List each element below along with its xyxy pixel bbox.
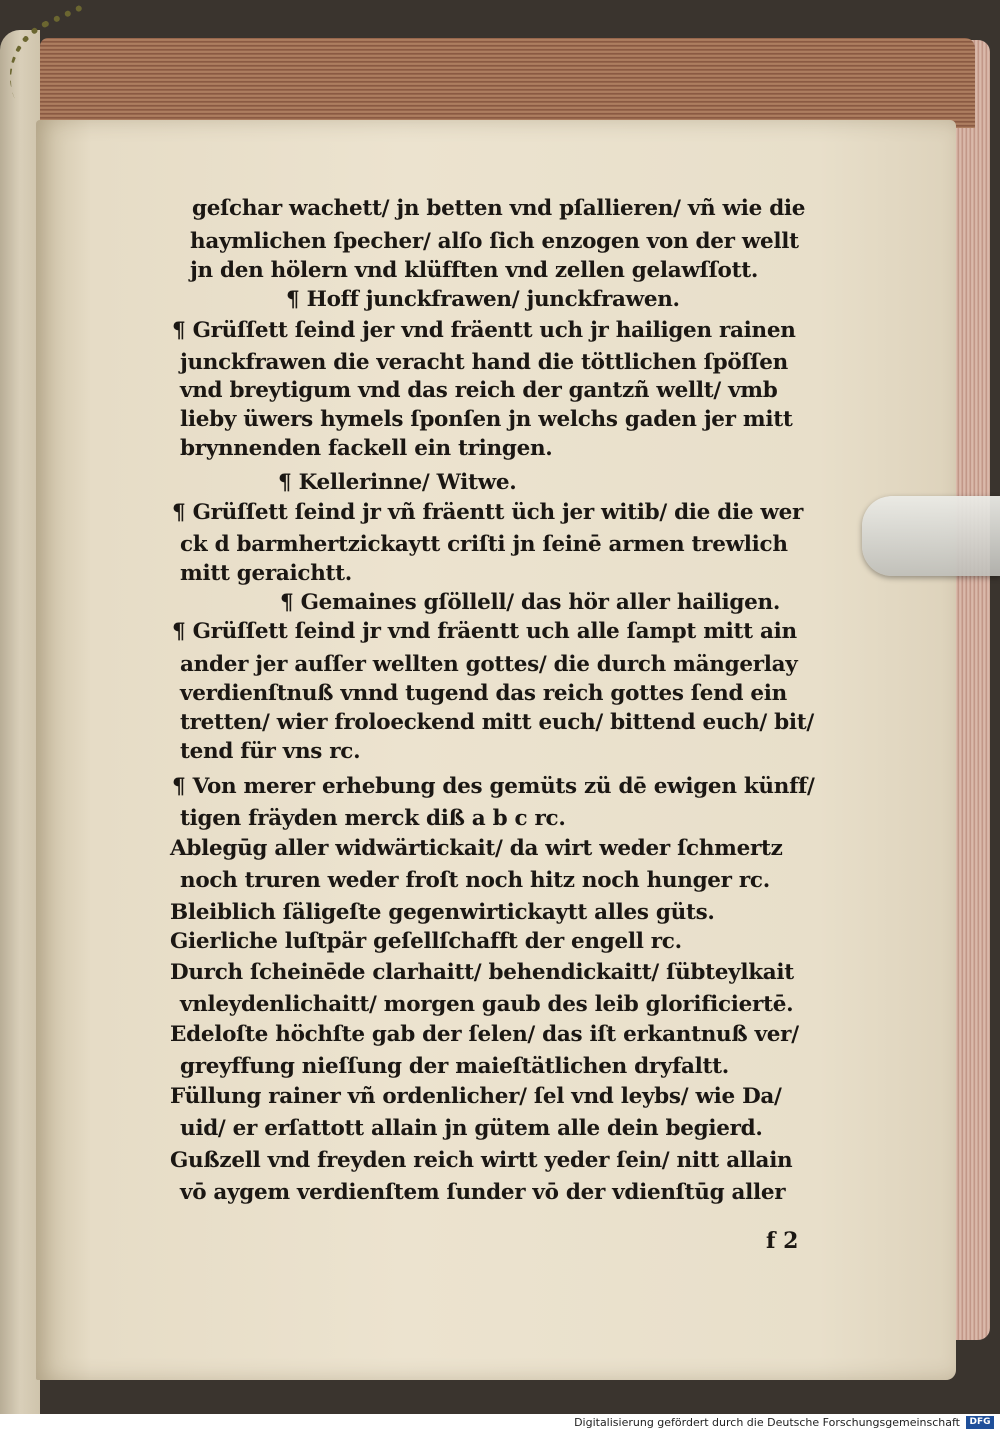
text-line: ander jer auſſer wellten gottes/ die durch mängerlay — [180, 652, 798, 677]
credit-text: Digitalisierung gefördert durch die Deutsche Forschungsgemeinschaft — [574, 1416, 960, 1429]
page-top-edge — [40, 38, 975, 128]
text-line: geſchar wachett/ jn betten vnd pſallieren/ vñ wie die — [192, 196, 806, 221]
page-fore-edge — [950, 40, 990, 1340]
text-line: Edeloſte höchſte gab der ſelen/ das iſt erkantnuß ver/ — [170, 1022, 799, 1047]
text-line: mitt geraichtt. — [180, 561, 352, 586]
text-line: ¶ Grüſſett ſeind jr vñ fräentt üch jer witib/ die die wer — [172, 500, 804, 525]
dfg-logo: DFG — [966, 1416, 994, 1429]
page-tab-marker — [862, 496, 1000, 576]
text-line: ¶ Hoff junckfrawen/ junckfrawen. — [286, 287, 680, 312]
text-line: greyffung nieſſung der maieſtätlichen dryfaltt. — [180, 1054, 729, 1079]
text-line: verdienſtnuß vnnd tugend das reich gottes ſend ein — [180, 681, 787, 706]
text-line: vō aygem verdienſtem ſunder vō der vdienſtūg aller — [180, 1180, 786, 1205]
text-line: haymlichen ſpecher/ alſo ſich enzogen von der wellt — [190, 229, 799, 254]
text-line: brynnenden fackell ein tringen. — [180, 436, 553, 461]
text-line: tend für vns rc. — [180, 739, 361, 764]
text-line: ¶ Von merer erhebung des gemüts zü dē ewigen künff/ — [172, 774, 815, 799]
text-line: Füllung rainer vñ ordenlicher/ ſel vnd leybs/ wie Da/ — [170, 1084, 782, 1109]
text-line: ¶ Gemaines gſöllell/ das hör aller hailigen. — [280, 590, 781, 615]
signature-mark: f 2 — [766, 1228, 799, 1254]
text-line: vnleydenlichaitt/ morgen gaub des leib glorificiertē. — [180, 992, 794, 1017]
text-line: Ablegūg aller widwärtickait/ da wirt weder ſchmertz — [170, 836, 783, 861]
text-line: Gierliche luſtpär geſellſchafft der engell rc. — [170, 929, 682, 954]
text-line: noch truren weder froſt noch hitz noch hunger rc. — [180, 868, 770, 893]
text-line: tigen fräyden merck diß a b c rc. — [180, 806, 566, 831]
text-line: uid/ er erſattott allain jn gütem alle dein begierd. — [180, 1116, 763, 1141]
text-line: junckfrawen die veracht hand die töttlichen ſpöſſen — [180, 350, 788, 375]
text-line: ¶ Grüſſett ſeind jr vnd fräentt uch alle ſampt mitt ain — [172, 619, 797, 644]
text-line: ¶ Grüſſett ſeind jer vnd fräentt uch jr hailigen rainen — [172, 318, 796, 343]
text-line: jn den hölern vnd klüfften vnd zellen gelawſſott. — [190, 258, 759, 283]
text-line: Durch ſcheinēde clarhaitt/ behendickaitt/ ſübteylkait — [170, 960, 794, 985]
text-line: ¶ Kellerinne/ Witwe. — [278, 470, 517, 495]
text-line: tretten/ wier froloeckend mitt euch/ bittend euch/ bit/ — [180, 710, 814, 735]
text-line: lieby üwers hymels ſponſen jn welchs gaden jer mitt — [180, 407, 793, 432]
text-line: ck d barmhertzickaytt criſti jn ſeinē armen trewlich — [180, 532, 788, 557]
text-line: Gußzell vnd freyden reich wirtt yeder ſein/ nitt allain — [170, 1148, 793, 1173]
text-line: Bleiblich ſäligeſte gegenwirtickaytt alles güts. — [170, 900, 715, 925]
left-page-edge — [0, 30, 40, 1414]
text-line: vnd breytigum vnd das reich der gantzñ wellt/ vmb — [180, 378, 778, 403]
credit-bar — [0, 1414, 1000, 1432]
